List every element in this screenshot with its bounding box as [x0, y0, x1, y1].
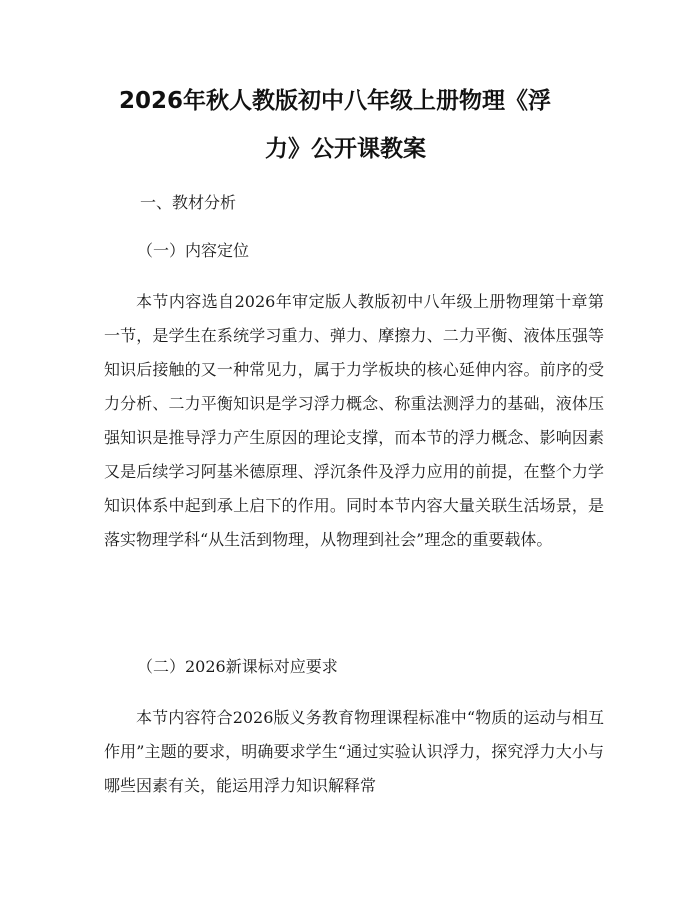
- section-heading-textbook-analysis: 一、教材分析: [140, 193, 237, 212]
- document-title-line-2: 力》公开课教案: [265, 136, 426, 162]
- paragraph-content-positioning: 本节内容选自2026年审定版人教版初中八年级上册物理第十章第一节，是学生在系统学习重力、弹力、摩擦力、二力平衡、液体压强等知识后接触的又一种常见力，属于力学板块的核心延伸内容。前序的受力分析、二力平衡知识是学习浮力概念、称重法测浮力的基础，液体压强知识是推导浮力产生原因的理论支撑，而本节的浮力概念、影响因素又是后续学习阿基米德原理、浮沉条件及浮力应用的前提，在整个力学知识体系中起到承上启下的作用。同时本节内容大量关联生活场景，是落实物理学科“从生活到物理，从物理到社会”理念的重要载体。: [104, 292, 604, 549]
- subsection-heading-content-positioning: （一）内容定位: [137, 241, 250, 260]
- document-title-line-1: 2026年秋人教版初中八年级上册物理《浮: [119, 88, 552, 114]
- subsection-heading-curriculum-requirements: （二）2026新课标对应要求: [137, 657, 338, 676]
- paragraph-curriculum-requirements: 本节内容符合2026版义务教育物理课程标准中“物质的运动与相互作用”主题的要求，明确要求学生“通过实验认识浮力，探究浮力大小与哪些因素有关，能运用浮力知识解释常: [104, 708, 604, 795]
